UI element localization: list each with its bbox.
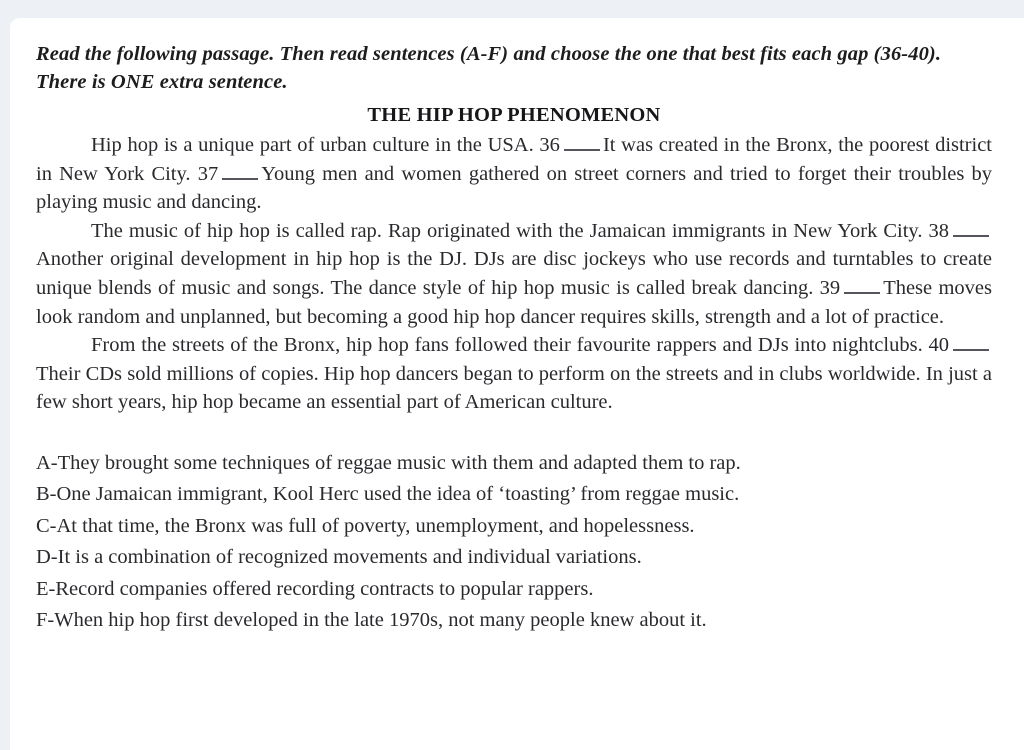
passage-paragraph-2 <box>36 217 992 331</box>
paragraph-2-segment-1: The music of hip hop is called rap. Rap originated with the Jamaican immigrants in New York City. 38 <box>91 219 949 242</box>
option-b: B-One Jamaican immigrant, Kool Herc used the idea of ‘toasting’ from reggae music. <box>36 483 740 506</box>
document-content <box>36 40 992 637</box>
passage-paragraph-3 <box>36 331 992 417</box>
document-paper <box>10 18 1024 750</box>
option-d: D-It is a combination of recognized movements and individual variations. <box>36 546 642 569</box>
gap-blank-36 <box>564 132 600 151</box>
paragraph-1-segment-1: Hip hop is a unique part of urban culture in the USA. 36 <box>91 134 560 156</box>
answer-options-list <box>36 448 992 637</box>
paragraph-1-segment-3: Young men and women gathered on street corners and tried to forget their troubles by playing music and dancing. <box>36 162 992 214</box>
option-c: C-At that time, the Bronx was full of poverty, unemployment, and hopelessness. <box>36 514 695 537</box>
option-e: E-Record companies offered recording contracts to popular rappers. <box>36 577 594 600</box>
gap-blank-37 <box>222 161 258 180</box>
option-a: A-They brought some techniques of reggae music with them and adapted them to rap. <box>36 451 741 474</box>
gap-blank-38 <box>953 218 989 237</box>
paragraph-2-segment-2: Another original development in hip hop is the DJ. DJs are disc jockeys who use records and turntables to create unique blends of music and songs. The dance style of hip hop music is called break dancing. 39 <box>36 248 992 299</box>
gap-blank-39 <box>844 275 880 294</box>
passage-title: THE HIP HOP PHENOMENON <box>367 104 661 126</box>
paragraph-3-segment-1: From the streets of the Bronx, hip hop fans followed their favourite rappers and DJs into nightclubs. 40 <box>91 334 949 357</box>
instructions-text: Read the following passage. Then read sentences (A-F) and choose the one that best fits each gap (36-40). There is ONE extra sentence. <box>36 43 942 93</box>
paragraph-3-segment-2: Their CDs sold millions of copies. Hip hop dancers began to perform on the streets and in clubs worldwide. In just a few short years, hip hop became an essential part of American culture. <box>36 362 992 414</box>
option-f: F-When hip hop first developed in the late 1970s, not many people knew about it. <box>36 609 707 632</box>
passage-paragraph-1 <box>36 131 992 217</box>
passage-body <box>36 131 992 417</box>
gap-blank-40 <box>953 332 989 351</box>
paragraph-1-segment-2: It was created in the Bronx, the poorest district in New York City. 37 <box>36 134 993 185</box>
paragraph-2-segment-3: These moves look random and unplanned, but becoming a good hip hop dancer requires skills, strength and a lot of practice. <box>36 276 992 328</box>
